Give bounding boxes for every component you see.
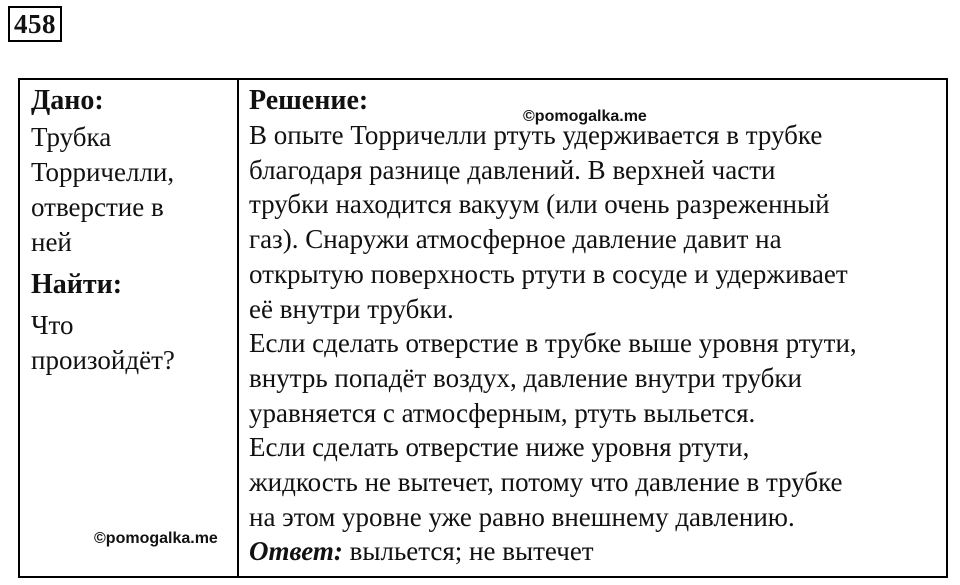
- solution-line: уравняется с атмосферным, ртуть выльется.: [249, 397, 756, 428]
- answer-label: Ответ:: [249, 536, 343, 567]
- given-text: [31, 120, 237, 260]
- given-line: Торричелли,: [31, 157, 175, 187]
- solution-line: открытую поверхность ртути в сосуде и удерживает: [249, 258, 848, 289]
- given-heading: Дано:: [31, 85, 104, 116]
- find-heading: Найти:: [31, 269, 123, 300]
- find-line: Что: [31, 310, 74, 340]
- solution-column: [239, 80, 946, 576]
- solution-line: Если сделать отверстие ниже уровня ртути,: [249, 432, 750, 463]
- solution-line: трубки находится вакуум (или очень разреженный: [249, 189, 830, 220]
- given-line: отверстие в: [31, 192, 164, 222]
- answer-text: выльется; не вытечет: [342, 536, 594, 567]
- solution-line: Если сделать отверстие в трубке выше уровня ртути,: [249, 328, 857, 359]
- solution-line: жидкость не вытечет, потому что давление в трубке: [249, 467, 843, 498]
- watermark: ©pomogalka.me: [94, 530, 218, 547]
- problem-number: 458: [8, 6, 62, 42]
- solution-line: газ). Снаружи атмосферное давление давит на: [249, 224, 782, 255]
- solution-line: её внутри трубки.: [249, 293, 454, 324]
- solution-table: [18, 78, 948, 578]
- watermark: ©pomogalka.me: [523, 108, 647, 125]
- given-line: ней: [31, 227, 72, 257]
- solution-line: внутрь попадёт воздух, давление внутри трубки: [249, 362, 802, 393]
- given-line: Трубка: [31, 122, 112, 152]
- find-text: [31, 308, 237, 378]
- find-line: произойдёт?: [31, 345, 175, 375]
- solution-heading: Решение:: [249, 85, 369, 116]
- solution-text: [249, 118, 946, 534]
- solution-line: на этом уровне уже равно внешнему давлению.: [249, 501, 795, 532]
- given-column: [20, 80, 239, 576]
- solution-line: благодаря разнице давлений. В верхней части: [249, 154, 776, 185]
- solution-line: В опыте Торричелли ртуть удерживается в трубке: [249, 120, 823, 150]
- answer-line: [249, 534, 946, 569]
